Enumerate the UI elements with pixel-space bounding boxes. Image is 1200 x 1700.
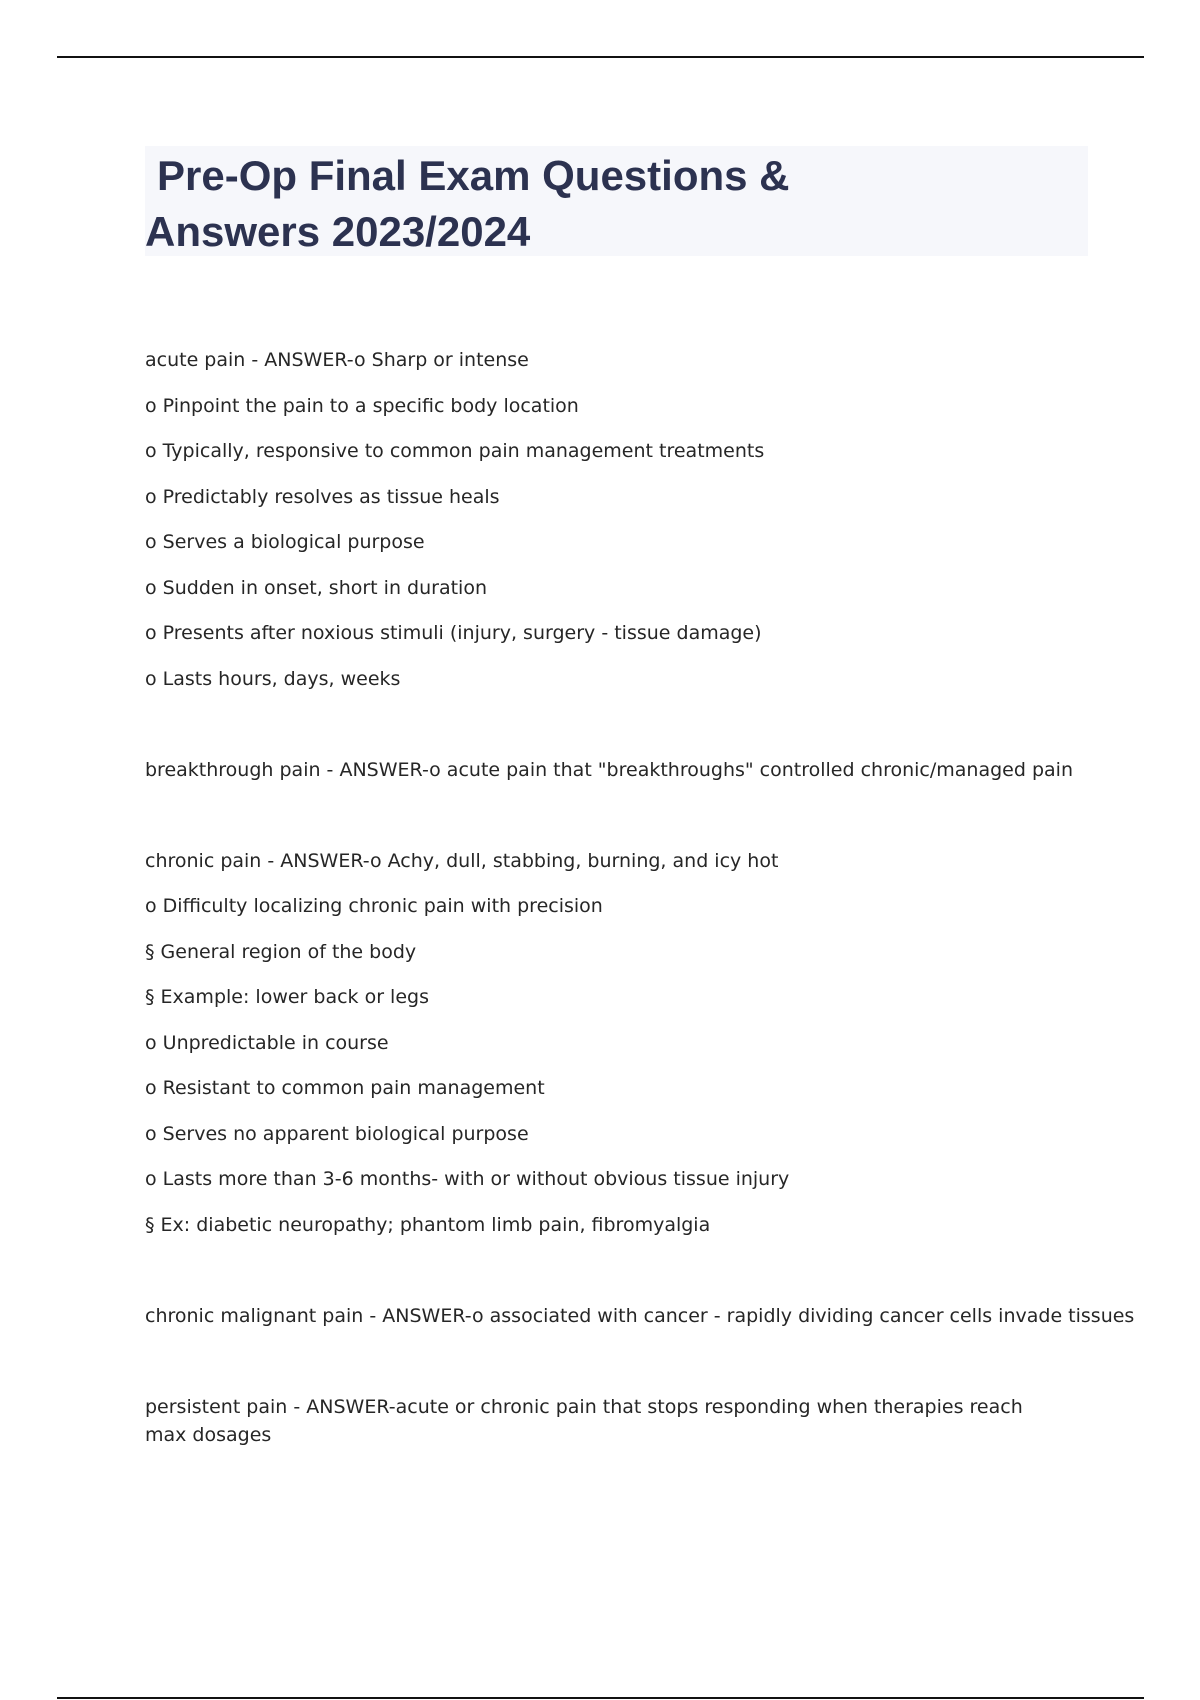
qa-line: breakthrough pain - ANSWER-o acute pain that "breakthroughs" controlled chronic/managed pain — [145, 759, 1073, 781]
title-line-2: Answers 2023/2024 — [145, 208, 531, 255]
qa-line: o Pinpoint the pain to a specific body location — [145, 395, 579, 417]
top-rule — [57, 56, 1144, 58]
qa-line: § Example: lower back or legs — [145, 986, 429, 1008]
page-title — [145, 148, 1085, 260]
qa-line: persistent pain - ANSWER-acute or chronic pain that stops responding when therapies reach max dosages — [145, 1396, 1023, 1446]
qa-line: o Lasts hours, days, weeks — [145, 668, 401, 690]
qa-line: chronic pain - ANSWER-o Achy, dull, stabbing, burning, and icy hot — [145, 850, 779, 872]
title-line-1: Pre-Op Final Exam Questions & — [157, 152, 790, 199]
qa-line: acute pain - ANSWER-o Sharp or intense — [145, 349, 529, 371]
qa-line: o Serves a biological purpose — [145, 531, 425, 553]
qa-line: o Resistant to common pain management — [145, 1077, 545, 1099]
qa-line: o Lasts more than 3-6 months- with or without obvious tissue injury — [145, 1168, 790, 1190]
qa-line: o Serves no apparent biological purpose — [145, 1123, 529, 1145]
qa-line: o Unpredictable in course — [145, 1032, 389, 1054]
bottom-rule — [57, 1697, 1144, 1699]
qa-line: o Sudden in onset, short in duration — [145, 577, 487, 599]
qa-line: o Difficulty localizing chronic pain with precision — [145, 895, 603, 917]
qa-line: § Ex: diabetic neuropathy; phantom limb pain, fibromyalgia — [145, 1214, 711, 1236]
qa-line: o Predictably resolves as tissue heals — [145, 486, 500, 508]
qa-line: chronic malignant pain - ANSWER-o associated with cancer - rapidly dividing cancer cells invade tissues — [145, 1305, 1135, 1327]
qa-line: § General region of the body — [145, 941, 417, 963]
qa-line: o Typically, responsive to common pain management treatments — [145, 440, 765, 462]
qa-line: o Presents after noxious stimuli (injury, surgery - tissue damage) — [145, 622, 762, 644]
